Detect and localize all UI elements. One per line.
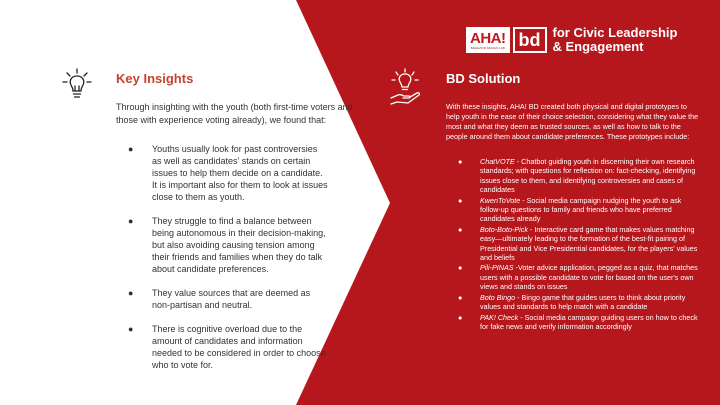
bd-solution-intro: With these insights, AHA! BD created both physical and digital prototypes to help youth in the ease of their choice selection, considering what they value the most and what they deem as trusted sources, as well as how to talk to the people around them about candidate preferences. These prototypes include: (446, 102, 699, 141)
bd-logo-text: bd (518, 30, 541, 50)
bd-solution-list (458, 157, 698, 332)
bullet: ● (128, 288, 134, 298)
bullet: ● (128, 216, 134, 226)
logo-tagline-line1: for Civic Leadership (552, 25, 678, 40)
list-item-text: Youths usually look for past controversies as well as candidates' stands on certain issues to help them decide on a candidate. It is important also for them to look at issues close to them as youth. (152, 144, 328, 202)
bullet: ● (128, 144, 134, 154)
prototype-name: Pili-PINAS (480, 263, 514, 273)
prototype-description: - Social media campaign guiding users on how to check for fake news and verify information accordingly (480, 312, 698, 331)
logo-tagline-line2: & Engagement (552, 39, 644, 54)
prototype-description: -Voter advice application, pegged as a quiz, that matches users with a possible candidate to vote for based on the user's own views and stands on issues (480, 263, 698, 292)
list-item (458, 263, 698, 291)
key-insights-title: Key Insights (116, 71, 194, 86)
bullet: ● (458, 263, 463, 273)
list-item (458, 157, 698, 195)
prototype-name: Boto Bingo (480, 292, 516, 302)
lightbulb-hand-icon (388, 68, 422, 108)
bullet: ● (458, 224, 463, 234)
list-item (458, 313, 698, 332)
list-item (458, 225, 698, 263)
list-item (128, 143, 328, 203)
bd-logo-box (513, 27, 547, 53)
aha-logo-subtext: BEHAVIOR DESIGN LAB (470, 45, 505, 50)
prototype-description: - Bingo game that guides users to think about priority values and standards to help match with a candidate (480, 292, 686, 312)
prototype-name: ChatVOTE (480, 157, 515, 166)
bd-solution-title: BD Solution (446, 71, 521, 86)
bullet: ● (128, 324, 134, 334)
prototype-description: - Chatbot guiding youth in discerning their own research standards; with questions for reflection on: fact-checking, identifying issues close to them, and identifying controversies and cases of candidates (480, 157, 696, 195)
list-item (128, 215, 328, 275)
list-item (458, 196, 698, 224)
bullet: ● (458, 195, 463, 205)
prototype-description: - Social media campaign nudging the youth to ask follow-up questions to family and friends who have preferred candidates already (480, 195, 682, 224)
logo-tagline (553, 26, 678, 54)
list-item (128, 287, 328, 311)
prototype-name: Boto-Boto-Pick (480, 224, 528, 234)
prototype-description: - Interactive card game that makes values matching easy—ultimately leading to the formation of the best-fit pairing of Presidential and Vice Presidential candidates, for the players' values and beliefs (480, 224, 698, 263)
list-item-text: They value sources that are deemed as non-partisan and neutral. (152, 288, 311, 310)
list-item-text: There is cognitive overload due to the amount of candidates and information needed to be considered in order to choose who to vote for. (152, 324, 326, 370)
bullet: ● (458, 292, 463, 302)
prototype-name: PAK! Check (480, 312, 519, 322)
aha-logo-text: AHA! (470, 29, 506, 47)
list-item-text: They struggle to find a balance between being autonomous in their decision-making, but also avoiding causing tension among their friends and families when they do talk about candidate preferences. (152, 216, 326, 274)
bullet: ● (458, 312, 463, 322)
list-item (128, 323, 328, 371)
aha-logo-box (466, 27, 510, 53)
key-insights-list (128, 143, 328, 383)
key-insights-intro: Through insighting with the youth (both first-time voters and those with experience voting already), we found that: (116, 102, 353, 125)
logo (466, 26, 677, 54)
prototype-name: KwenToVote (480, 195, 521, 205)
bullet: ● (458, 157, 463, 166)
lightbulb-head-icon (62, 68, 92, 104)
list-item (458, 293, 698, 312)
